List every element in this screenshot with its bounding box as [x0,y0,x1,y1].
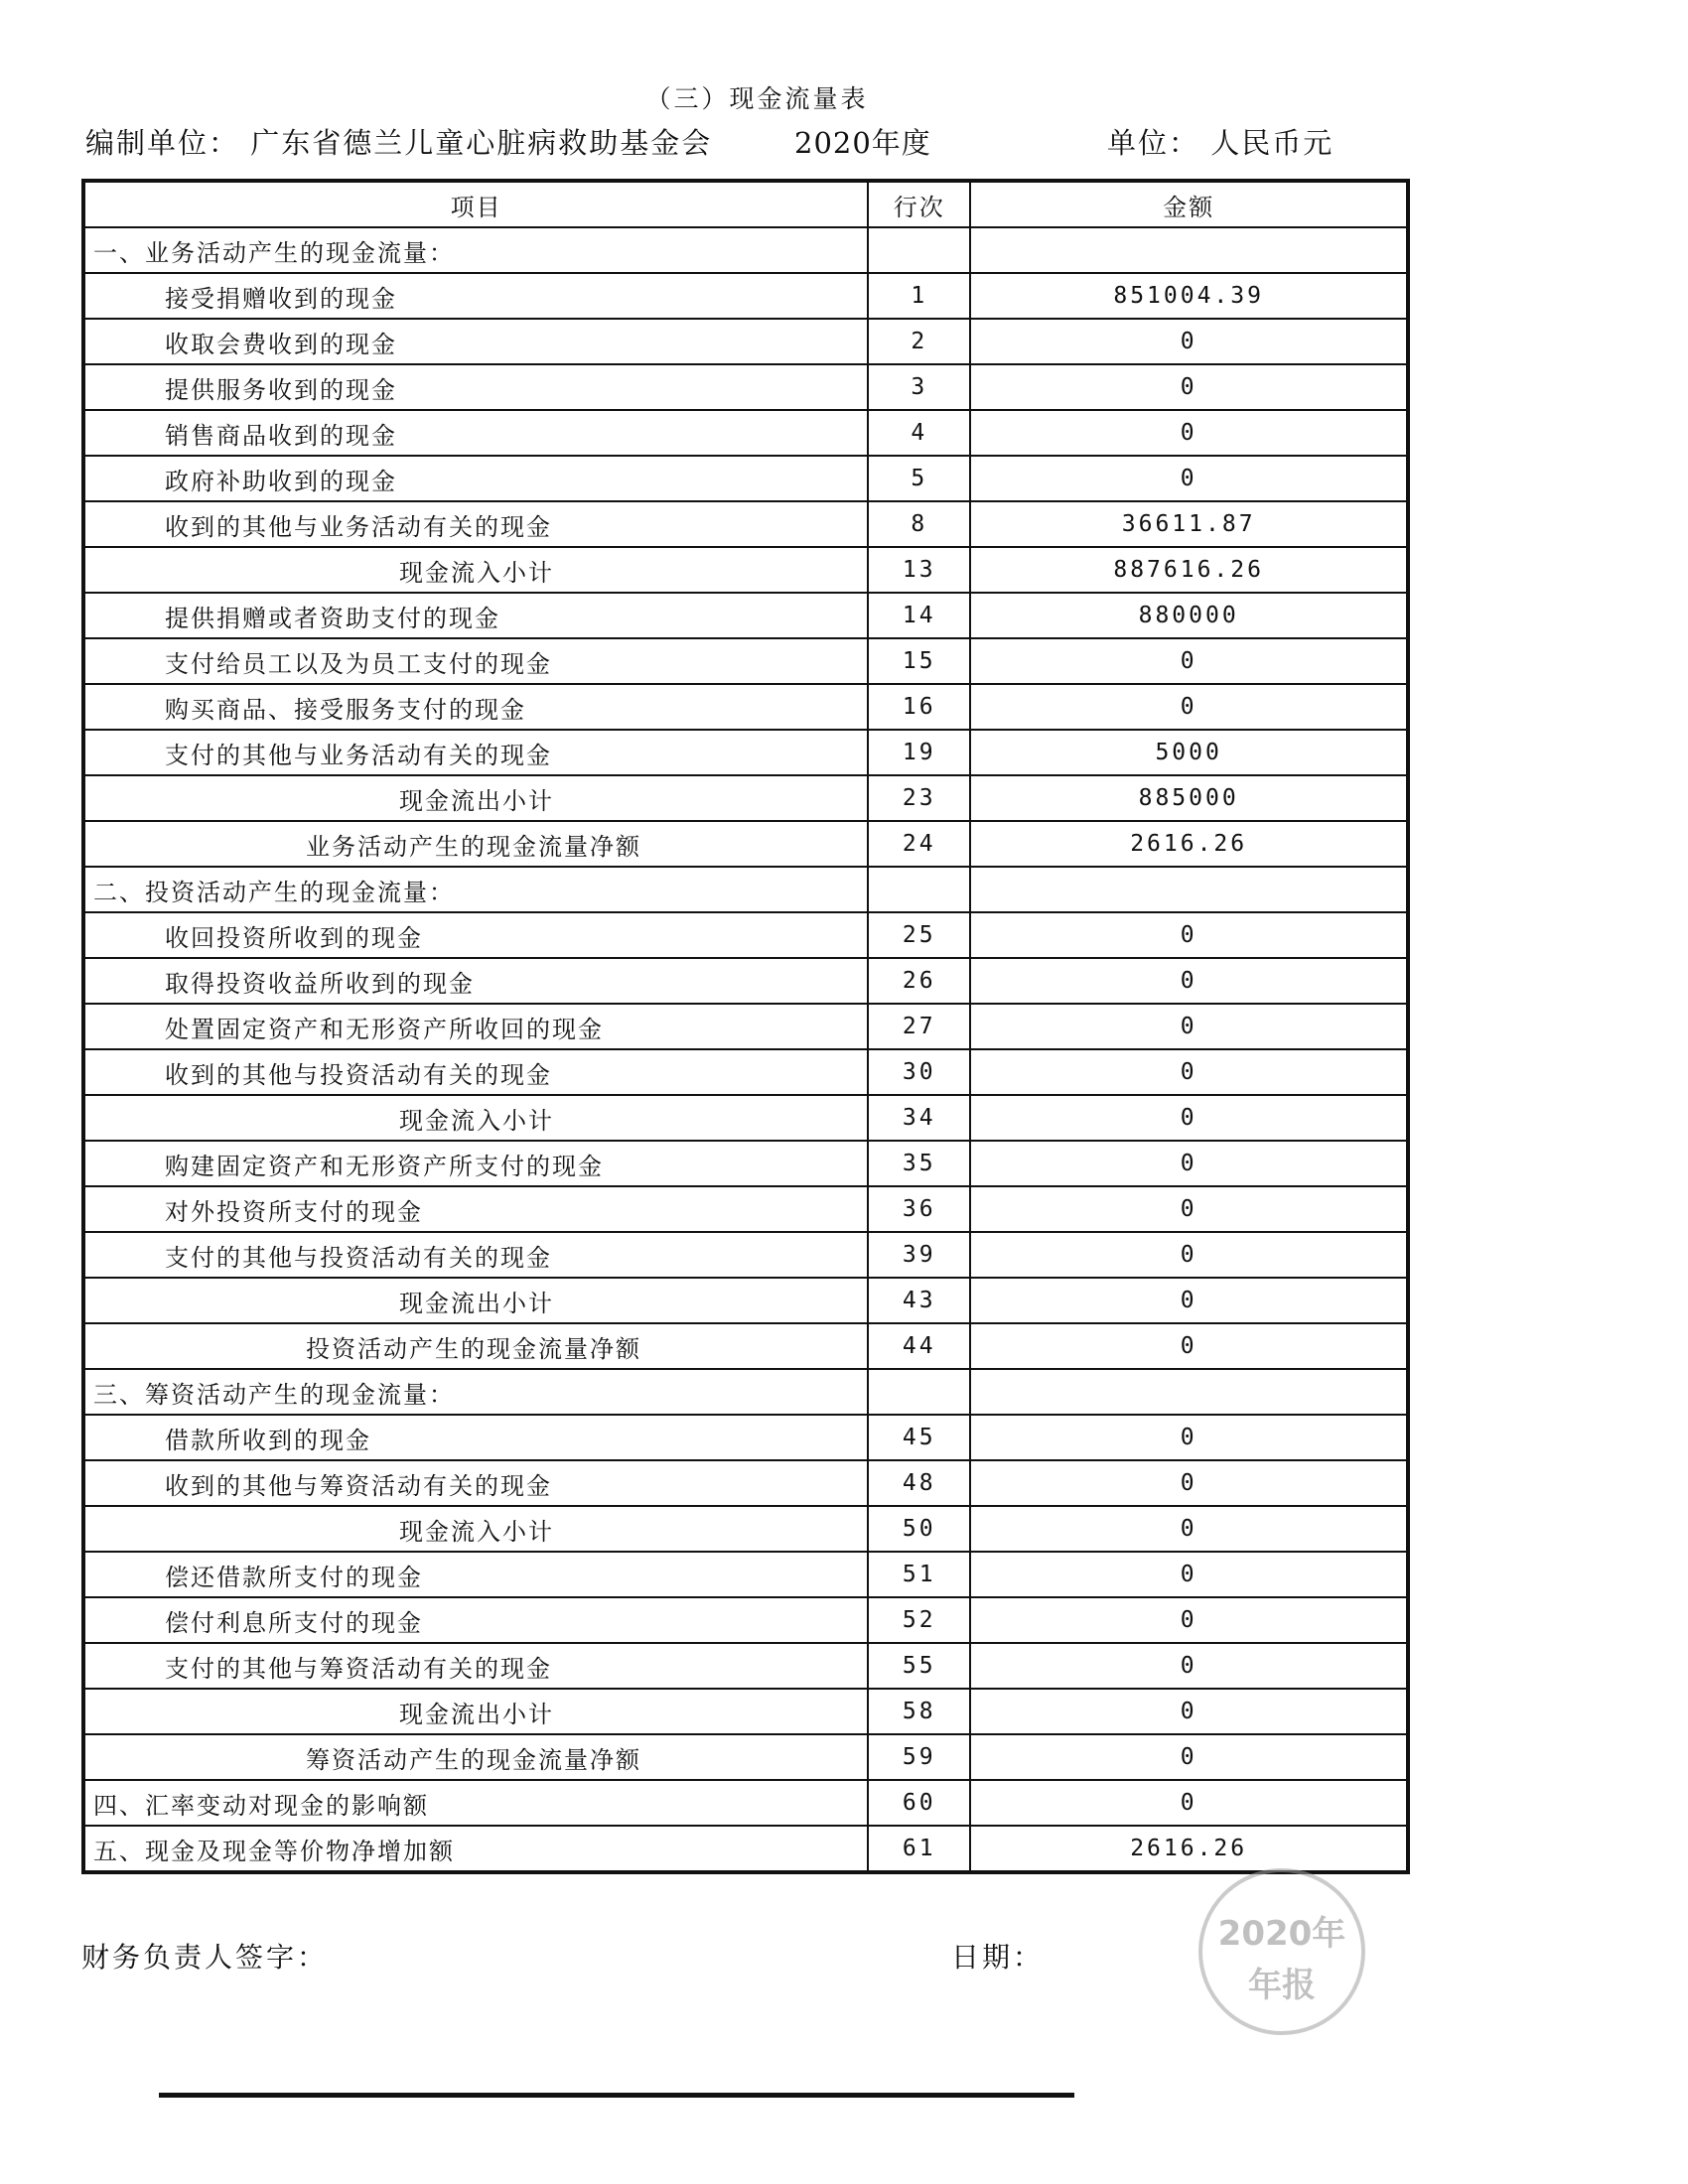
row-line-number: 44 [868,1323,970,1369]
row-line-number: 16 [868,684,970,730]
row-amount: 0 [970,1049,1408,1095]
row-item: 现金流出小计 [83,1689,868,1734]
row-item: 提供捐赠或者资助支付的现金 [83,593,868,638]
row-item: 支付给员工以及为员工支付的现金 [83,638,868,684]
row-amount: 880000 [970,593,1408,638]
row-line-number: 3 [868,364,970,410]
row-item: 支付的其他与业务活动有关的现金 [83,730,868,775]
row-amount: 0 [970,410,1408,456]
row-line-number: 39 [868,1232,970,1278]
row-amount: 0 [970,1278,1408,1323]
table-row [83,958,1408,1004]
row-amount: 0 [970,1141,1408,1186]
row-item: 支付的其他与投资活动有关的现金 [83,1232,868,1278]
row-amount: 0 [970,1506,1408,1552]
table-row [83,547,1408,593]
row-line-number: 5 [868,456,970,501]
unit-line [1107,121,1334,161]
table-row [83,319,1408,364]
row-line-number: 50 [868,1506,970,1552]
table-row [83,1004,1408,1049]
table-row [83,1460,1408,1506]
row-line-number: 14 [868,593,970,638]
row-item: 政府补助收到的现金 [83,456,868,501]
row-item: 收到的其他与投资活动有关的现金 [83,1049,868,1095]
table-row [83,1826,1408,1872]
row-amount: 0 [970,1232,1408,1278]
row-amount: 0 [970,1004,1408,1049]
row-amount [970,227,1408,273]
table-row [83,1415,1408,1460]
row-item: 取得投资收益所收到的现金 [83,958,868,1004]
row-amount: 0 [970,319,1408,364]
table-row [83,364,1408,410]
row-item: 收回投资所收到的现金 [83,912,868,958]
unit-value: 人民币元 [1210,126,1335,160]
row-item: 处置固定资产和无形资产所收回的现金 [83,1004,868,1049]
table-row [83,775,1408,821]
org-name: 广东省德兰儿童心脏病救助基金会 [250,126,713,160]
row-amount [970,867,1408,912]
row-amount: 0 [970,684,1408,730]
row-item: 收到的其他与业务活动有关的现金 [83,501,868,547]
table-row [83,227,1408,273]
table-row [83,1506,1408,1552]
header-amount: 金额 [970,181,1408,227]
row-item: 三、筹资活动产生的现金流量： [83,1369,868,1415]
table-row [83,1278,1408,1323]
row-line-number: 15 [868,638,970,684]
row-line-number: 19 [868,730,970,775]
row-amount: 0 [970,1597,1408,1643]
report-year: 2020年度 [794,126,931,160]
unit-label: 单位： [1107,126,1200,160]
table-row [83,273,1408,319]
row-amount: 0 [970,1780,1408,1826]
stamp-line1: 2020年 [1217,1914,1346,1954]
table-row [83,1323,1408,1369]
row-line-number: 34 [868,1095,970,1141]
row-amount: 0 [970,1186,1408,1232]
table-row [83,1369,1408,1415]
row-amount: 0 [970,1323,1408,1369]
row-amount: 0 [970,1552,1408,1597]
row-amount: 2616.26 [970,1826,1408,1872]
row-item: 收取会费收到的现金 [83,319,868,364]
cash-flow-table [81,179,1410,1874]
row-amount: 0 [970,1643,1408,1689]
row-line-number: 23 [868,775,970,821]
row-amount: 0 [970,364,1408,410]
row-item: 偿还借款所支付的现金 [83,1552,868,1597]
row-item: 购建固定资产和无形资产所支付的现金 [83,1141,868,1186]
table-row [83,410,1408,456]
row-item: 五、现金及现金等价物净增加额 [83,1826,868,1872]
table-row [83,1232,1408,1278]
row-item: 购买商品、接受服务支付的现金 [83,684,868,730]
table-row [83,1095,1408,1141]
org-line [85,121,712,161]
row-line-number: 48 [868,1460,970,1506]
table-row [83,1552,1408,1597]
header-item: 项目 [83,181,868,227]
row-amount: 36611.87 [970,501,1408,547]
table-row [83,1597,1408,1643]
table-row [83,1689,1408,1734]
row-amount: 0 [970,1689,1408,1734]
row-amount: 851004.39 [970,273,1408,319]
row-amount: 0 [970,912,1408,958]
row-line-number: 24 [868,821,970,867]
table-row [83,1186,1408,1232]
row-amount: 2616.26 [970,821,1408,867]
row-item: 现金流入小计 [83,1506,868,1552]
row-item: 业务活动产生的现金流量净额 [83,821,868,867]
row-line-number: 51 [868,1552,970,1597]
table-row [83,638,1408,684]
row-line-number: 59 [868,1734,970,1780]
row-amount [970,1369,1408,1415]
row-line-number: 1 [868,273,970,319]
row-line-number: 25 [868,912,970,958]
row-item: 投资活动产生的现金流量净额 [83,1323,868,1369]
row-amount: 0 [970,1460,1408,1506]
row-line-number: 4 [868,410,970,456]
table-row [83,1141,1408,1186]
row-line-number: 8 [868,501,970,547]
row-line-number: 2 [868,319,970,364]
row-item: 一、业务活动产生的现金流量： [83,227,868,273]
row-line-number: 27 [868,1004,970,1049]
row-amount: 0 [970,456,1408,501]
row-line-number: 61 [868,1826,970,1872]
row-amount: 887616.26 [970,547,1408,593]
table-row [83,1643,1408,1689]
stamp-line2: 年报 [1248,1966,1316,2005]
table-row [83,1780,1408,1826]
row-item: 接受捐赠收到的现金 [83,273,868,319]
row-item: 提供服务收到的现金 [83,364,868,410]
row-item: 二、投资活动产生的现金流量： [83,867,868,912]
row-item: 偿付利息所支付的现金 [83,1597,868,1643]
row-line-number: 35 [868,1141,970,1186]
row-amount: 0 [970,638,1408,684]
row-item: 销售商品收到的现金 [83,410,868,456]
table-row [83,456,1408,501]
row-item: 借款所收到的现金 [83,1415,868,1460]
table-row [83,821,1408,867]
row-amount: 0 [970,1734,1408,1780]
table-row [83,730,1408,775]
table-row [83,867,1408,912]
row-line-number: 13 [868,547,970,593]
row-amount: 5000 [970,730,1408,775]
row-line-number: 60 [868,1780,970,1826]
header-line: 行次 [868,181,970,227]
row-line-number: 52 [868,1597,970,1643]
row-line-number: 26 [868,958,970,1004]
date-label: 日期： [951,1941,1045,1974]
signature-label: 财务负责人签字： [81,1941,329,1974]
table-row [83,684,1408,730]
row-amount: 885000 [970,775,1408,821]
annual-report-stamp [1198,1868,1365,2035]
row-item: 对外投资所支付的现金 [83,1186,868,1232]
table-row [83,501,1408,547]
table-row [83,1049,1408,1095]
row-line-number [868,867,970,912]
row-item: 收到的其他与筹资活动有关的现金 [83,1460,868,1506]
row-item: 现金流入小计 [83,547,868,593]
row-line-number [868,227,970,273]
table-row [83,593,1408,638]
row-item: 现金流入小计 [83,1095,868,1141]
table-row [83,912,1408,958]
org-label: 编制单位： [85,126,240,160]
page-title: （三）现金流量表 [645,84,869,113]
row-line-number: 30 [868,1049,970,1095]
page-bottom-rule [159,2093,1074,2098]
table-body [83,227,1408,1872]
row-item: 支付的其他与筹资活动有关的现金 [83,1643,868,1689]
row-amount: 0 [970,1095,1408,1141]
row-item: 四、汇率变动对现金的影响额 [83,1780,868,1826]
row-line-number: 43 [868,1278,970,1323]
row-item: 现金流出小计 [83,775,868,821]
table-row [83,1734,1408,1780]
row-line-number: 45 [868,1415,970,1460]
row-item: 筹资活动产生的现金流量净额 [83,1734,868,1780]
row-line-number [868,1369,970,1415]
row-amount: 0 [970,958,1408,1004]
row-line-number: 55 [868,1643,970,1689]
row-amount: 0 [970,1415,1408,1460]
table-header-row [83,181,1408,227]
row-line-number: 58 [868,1689,970,1734]
row-item: 现金流出小计 [83,1278,868,1323]
row-line-number: 36 [868,1186,970,1232]
